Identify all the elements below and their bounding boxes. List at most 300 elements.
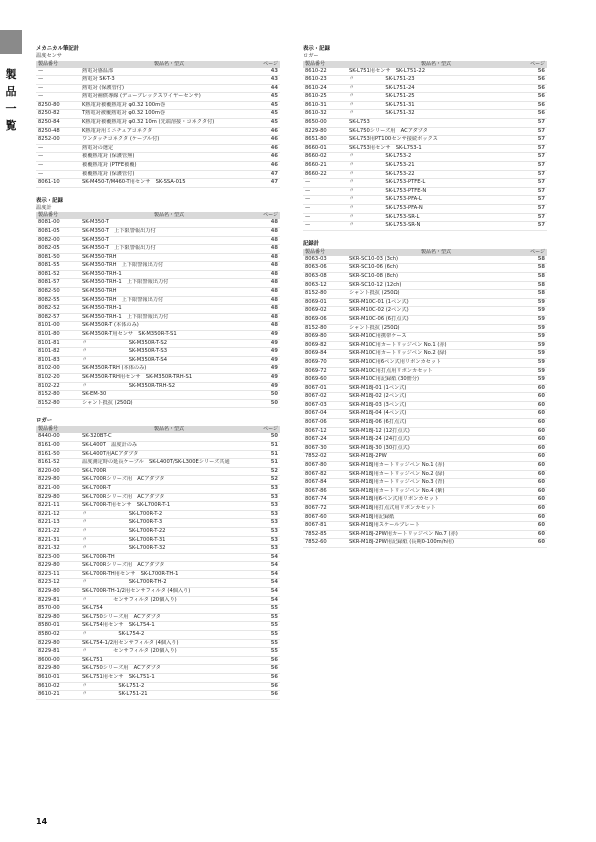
product-name: 〃 SK-L700R-T-31 xyxy=(82,536,166,543)
table-row xyxy=(303,110,547,119)
page-ref: 58 xyxy=(537,281,545,288)
product-name: SKR-M18J-06 (6打点式) xyxy=(349,419,407,426)
product-code: 8229-80 xyxy=(38,493,60,500)
product-code: 8221-32 xyxy=(38,545,60,552)
page-ref: 60 xyxy=(537,530,545,537)
product-code: 8570-00 xyxy=(38,605,60,612)
product-name: SK-M350-TRH-1 上下限警報出力付 xyxy=(82,279,169,286)
product-code: — xyxy=(38,170,44,177)
product-name: SK-L750シリーズ用 ACアダプタ xyxy=(82,613,161,620)
page-ref: 54 xyxy=(270,562,278,569)
product-code: 8221-22 xyxy=(38,527,60,534)
table-row xyxy=(36,476,280,485)
page-ref: 48 xyxy=(270,296,278,303)
page-ref: 56 xyxy=(270,665,278,672)
page-ref: 56 xyxy=(537,67,545,74)
header-code: 製品番号 xyxy=(305,60,326,67)
product-code: 8067-24 xyxy=(305,436,327,443)
header-code: 製品番号 xyxy=(38,426,59,433)
table-row xyxy=(36,433,280,442)
table-row xyxy=(36,305,280,314)
product-code: 8440-00 xyxy=(38,433,60,440)
table-header xyxy=(36,212,280,219)
page-ref: 45 xyxy=(270,119,278,126)
product-code: 8161-50 xyxy=(38,450,60,457)
page-ref: 60 xyxy=(537,410,545,417)
page-ref: 46 xyxy=(270,144,278,151)
table-row xyxy=(303,496,547,505)
product-code: 8229-81 xyxy=(38,648,60,655)
product-code: 8082-05 xyxy=(38,245,60,252)
table-row xyxy=(36,648,280,657)
vertical-title-char: 覧 xyxy=(5,119,17,132)
page-ref: 60 xyxy=(537,522,545,529)
page-ref: 57 xyxy=(537,136,545,143)
product-code: 8610-24 xyxy=(305,84,327,91)
table-header xyxy=(303,249,547,256)
table-row xyxy=(303,93,547,102)
header-code: 製品番号 xyxy=(305,248,326,255)
vertical-title-char: 品 xyxy=(5,85,17,98)
table-row xyxy=(36,228,280,237)
page-ref: 52 xyxy=(270,476,278,483)
page-ref: 59 xyxy=(537,324,545,331)
product-code: 8223-12 xyxy=(38,579,60,586)
page-ref: 48 xyxy=(270,279,278,286)
table-row xyxy=(36,119,280,128)
product-name: SK-L751 xyxy=(82,656,103,663)
page-ref: 49 xyxy=(270,374,278,380)
product-name: SKR-M18J用6ペン式用リボンカセット xyxy=(349,496,440,503)
section-subtitle: 温度センサ xyxy=(36,53,62,59)
table-row xyxy=(36,374,280,383)
product-name: SK-L700Rシリーズ用 ACアダプタ xyxy=(82,562,165,569)
page-ref: 59 xyxy=(537,333,545,340)
product-code: 8250-48 xyxy=(38,127,60,134)
table-row xyxy=(36,631,280,640)
page-ref: 59 xyxy=(537,307,545,314)
product-name: SK-L751用センサ SK-L751-1 xyxy=(82,674,155,680)
page-ref: 48 xyxy=(270,288,278,295)
product-name: SK-L754用センサ SK-L754-1 xyxy=(82,622,155,629)
table-row xyxy=(303,462,547,471)
product-name: 〃 SK-L751-21 xyxy=(82,691,148,698)
product-name: SKR-SC10-08 (8ch) xyxy=(349,272,399,279)
product-name: SK-L753 xyxy=(349,119,370,126)
product-name: SKR-M18J用カートリッジペン No.1 (赤) xyxy=(349,462,445,469)
page-ref: 52 xyxy=(270,467,278,474)
product-name: SKR-M10C-02 (2ペン式) xyxy=(349,307,409,314)
page-ref: 54 xyxy=(270,579,278,586)
page-ref: 60 xyxy=(537,436,545,443)
product-name: 熱電対の選定 xyxy=(82,144,114,151)
table-row xyxy=(36,357,280,366)
product-name: SKR-M10C用カートリッジペン No.1 (赤) xyxy=(349,341,447,348)
table-row xyxy=(303,119,547,128)
table-row xyxy=(36,545,280,554)
product-code: — xyxy=(305,196,311,203)
table-row xyxy=(303,376,547,385)
table-row xyxy=(303,342,547,351)
product-name: SK-M350-TRH 上下限警報出力付 xyxy=(82,262,164,269)
page-ref: 49 xyxy=(270,331,278,338)
product-name: 熱電対 (保護管付) xyxy=(82,84,125,91)
table-row xyxy=(303,410,547,419)
table-row xyxy=(36,562,280,571)
table-row xyxy=(303,316,547,325)
table-row xyxy=(36,279,280,288)
product-name: SK-L700R-TH用センサ SK-L700R-TH-1 xyxy=(82,570,179,577)
table-row xyxy=(303,514,547,523)
table-row xyxy=(36,579,280,588)
product-code: 8580-02 xyxy=(38,631,60,638)
table-row xyxy=(36,485,280,494)
page-ref: 53 xyxy=(270,502,278,509)
section-gap xyxy=(36,188,280,198)
product-code: 8069-82 xyxy=(305,341,327,348)
table-row xyxy=(36,365,280,374)
header-name: 製品名・型式 xyxy=(420,60,451,67)
product-name: SK-M350-T xyxy=(82,219,109,226)
table-row xyxy=(36,614,280,623)
product-name: 〃 SK-L753-PTFE-N xyxy=(349,187,427,194)
page-ref: 60 xyxy=(537,470,545,477)
page-ref: 55 xyxy=(270,622,278,629)
product-code: 8081-52 xyxy=(38,270,60,277)
table-row xyxy=(36,254,280,263)
product-code: 8067-74 xyxy=(305,496,327,503)
table-row xyxy=(303,350,547,359)
page-ref: 59 xyxy=(537,350,545,357)
product-name: SKR-M18J-24 (24打点式) xyxy=(349,436,410,443)
product-name: 被覆熱電対 (保護管付) xyxy=(82,170,135,177)
table-row xyxy=(36,162,280,171)
product-name: SK-L400T 温度計のみ xyxy=(82,441,138,448)
table-row xyxy=(36,153,280,162)
page-ref: 48 xyxy=(270,262,278,269)
product-code: 7852-85 xyxy=(305,530,327,537)
table-row xyxy=(303,136,547,145)
table-row xyxy=(36,179,280,188)
table-row xyxy=(303,385,547,394)
product-name: 〃 SK-L751-2 xyxy=(82,682,145,689)
product-name: SK-M350R-T用センサ SK-M350R-T-S1 xyxy=(82,331,177,338)
page-ref: 58 xyxy=(537,264,545,271)
product-name: SK-L754 xyxy=(82,605,103,612)
product-name: 〃 SK-M350R-TRH-S2 xyxy=(82,382,176,389)
table-row xyxy=(36,145,280,154)
product-name: SKR-SC10-12 (12ch) xyxy=(349,281,402,288)
product-name: SK-L700R-T xyxy=(82,484,111,491)
table-row xyxy=(36,494,280,503)
right-column xyxy=(303,46,547,548)
page-ref: 57 xyxy=(537,127,545,134)
product-name: SK-M450-T/M460-T用センサ SK-SSA-015 xyxy=(82,179,186,186)
product-name: 〃 SK-L753-PFA-N xyxy=(349,205,423,211)
table-row xyxy=(303,471,547,480)
page-ref: 55 xyxy=(270,639,278,646)
table-row xyxy=(36,528,280,537)
table-row xyxy=(36,519,280,528)
product-code: — xyxy=(305,205,311,211)
page-ref: 54 xyxy=(270,596,278,603)
table-row xyxy=(303,333,547,342)
page-ref: 49 xyxy=(270,348,278,355)
product-code: 8229-80 xyxy=(38,562,60,569)
product-code: 8082-55 xyxy=(38,296,60,303)
header-page: ページ xyxy=(263,426,278,433)
product-code: 8067-81 xyxy=(305,522,327,529)
page-ref: 48 xyxy=(270,270,278,277)
section-title: 記録計 xyxy=(303,240,320,247)
product-name: SK-L700R-TH-1/2用センサフィルタ (4個入り) xyxy=(82,588,191,595)
page-ref: 60 xyxy=(537,393,545,400)
product-name: SKR-M18J-03 (3ペン式) xyxy=(349,401,407,408)
page-ref: 59 xyxy=(537,367,545,374)
product-code: 8161-00 xyxy=(38,441,60,448)
product-name: SK-L750シリーズ用 ACアダプタ xyxy=(82,665,161,672)
product-name: SK-M350-TRH xyxy=(82,288,117,295)
product-code: 8229-80 xyxy=(38,588,60,595)
table-row xyxy=(303,419,547,428)
page-ref: 47 xyxy=(270,170,278,177)
table-row xyxy=(303,264,547,273)
product-name: SK-M350-TRH-1 xyxy=(82,270,122,277)
table-row xyxy=(303,188,547,197)
product-code: 8067-82 xyxy=(305,470,327,477)
page-ref: 46 xyxy=(270,136,278,143)
table-row xyxy=(36,128,280,137)
product-name: 〃 SK-L751-23 xyxy=(349,76,415,83)
product-name: SK-L400T用ACアダプタ xyxy=(82,450,139,457)
table-row xyxy=(303,153,547,162)
header-page: ページ xyxy=(530,248,545,255)
product-code: 8610-02 xyxy=(38,682,60,689)
table-row xyxy=(36,93,280,102)
table-row xyxy=(36,588,280,597)
product-code: 8221-11 xyxy=(38,502,60,509)
table-row xyxy=(36,85,280,94)
product-name: 〃 SK-L753-22 xyxy=(349,170,415,177)
product-code: 8067-86 xyxy=(305,487,327,494)
product-code: 8610-31 xyxy=(305,101,327,108)
page-ref: 51 xyxy=(270,441,278,448)
product-code: 8063-03 xyxy=(305,255,327,262)
table-row xyxy=(303,402,547,411)
table-row xyxy=(36,468,280,477)
product-name: 〃 SK-L700R-TH-2 xyxy=(82,579,167,586)
product-code: — xyxy=(38,144,44,151)
page-ref: 53 xyxy=(270,493,278,500)
table-row xyxy=(303,179,547,188)
page-ref: 58 xyxy=(537,272,545,279)
page-ref: 46 xyxy=(270,162,278,169)
product-name: SK-M350R-T (本体のみ) xyxy=(82,322,139,329)
product-code: 8067-30 xyxy=(305,444,327,451)
table-row xyxy=(36,451,280,460)
product-code: 8660-02 xyxy=(305,153,327,160)
product-code: 8161-52 xyxy=(38,459,60,466)
product-code: 8229-80 xyxy=(38,639,60,646)
header-name: 製品名・型式 xyxy=(153,426,184,433)
table-row xyxy=(303,162,547,171)
product-name: 被覆熱電対 (保護管無) xyxy=(82,153,135,160)
product-code: 7852-60 xyxy=(305,539,327,546)
product-name: SKR-M10C-01 (1ペン式) xyxy=(349,298,409,305)
table-row xyxy=(303,290,547,299)
product-code: 8221-13 xyxy=(38,519,60,526)
product-name: 〃 SK-M350R-T-S2 xyxy=(82,339,168,346)
product-name: 〃 SK-L700R-T-32 xyxy=(82,545,166,552)
product-name: SKR-M10C用カートリッジペン No.2 (緑) xyxy=(349,350,447,357)
header-page: ページ xyxy=(263,212,278,219)
table-row xyxy=(36,340,280,349)
page-number: 14 xyxy=(36,817,48,826)
left-column xyxy=(36,46,280,700)
product-name: SKR-M10C用打点用リボンカセット xyxy=(349,367,433,374)
product-name: 熱電対感温部 xyxy=(82,67,114,74)
product-code: — xyxy=(305,213,311,220)
table-row xyxy=(36,665,280,674)
product-name: T熱電対被覆熱電対 φ0.32 100m巻 xyxy=(82,110,166,117)
product-name: SK-M350R-TRH用センサ SK-M350R-TRH-S1 xyxy=(82,374,193,380)
table-row xyxy=(303,128,547,137)
product-name: SKR-M18J-12 (12打点式) xyxy=(349,427,410,434)
page-ref: 59 xyxy=(537,358,545,365)
table-header xyxy=(36,61,280,68)
product-code: — xyxy=(38,84,44,91)
product-name: SK-M350-T 上下限警報出力付 xyxy=(82,245,156,252)
product-code: — xyxy=(38,67,44,74)
product-name: 〃 SK-L753-2 xyxy=(349,153,412,160)
product-code: 8067-80 xyxy=(305,462,327,469)
page-ref: 46 xyxy=(270,127,278,134)
product-name: SKR-M18J用打点式用リボンカセット xyxy=(349,505,436,511)
product-code: 8067-60 xyxy=(305,513,327,520)
product-name: SK-L753用PT100センサ接続ボックス xyxy=(349,136,438,143)
page-ref: 49 xyxy=(270,382,278,389)
page-ref: 59 xyxy=(537,315,545,322)
product-code: 8081-00 xyxy=(38,219,60,226)
product-name: 〃 SK-M350R-T-S4 xyxy=(82,356,168,363)
table-row xyxy=(36,245,280,254)
product-name: SK-M350R-TRH (本体のみ) xyxy=(82,365,147,372)
page-ref: 60 xyxy=(537,513,545,520)
table-row xyxy=(303,214,547,223)
page-ref: 54 xyxy=(270,588,278,595)
page-ref: 60 xyxy=(537,401,545,408)
page-ref: 58 xyxy=(537,255,545,262)
page-ref: 48 xyxy=(270,322,278,329)
product-name: 温度測定時の延長ケーブル SK-L400T/SK-L300Eシリーズ共通 xyxy=(82,459,230,466)
product-name: SKR-M18J用カートリッジペン No.4 (紫) xyxy=(349,487,445,494)
table-row xyxy=(36,110,280,119)
page-ref: 55 xyxy=(270,631,278,638)
table-row xyxy=(303,273,547,282)
product-code: 8229-80 xyxy=(38,476,60,483)
product-name: K熱電対被覆熱電対 φ0.32 100m巻 xyxy=(82,101,166,108)
page-ref: 57 xyxy=(537,170,545,177)
page-ref: 51 xyxy=(270,459,278,466)
product-name: 〃 SK-L753-21 xyxy=(349,162,415,169)
table-row xyxy=(303,85,547,94)
table-row xyxy=(36,237,280,246)
page-ref: 45 xyxy=(270,110,278,117)
table-row xyxy=(36,640,280,649)
product-name: SKR-M10C-06 (6打点式) xyxy=(349,315,409,322)
table-row xyxy=(36,102,280,111)
table-row xyxy=(303,522,547,531)
product-code: 8610-25 xyxy=(305,93,327,100)
page-ref: 46 xyxy=(270,153,278,160)
product-code: 8067-02 xyxy=(305,393,327,400)
page-ref: 45 xyxy=(270,101,278,108)
table-row xyxy=(36,537,280,546)
page-ref: 47 xyxy=(270,179,278,186)
vertical-title-char: 一 xyxy=(5,102,17,115)
product-code: 8152-80 xyxy=(38,399,60,406)
table-row xyxy=(303,539,547,548)
table-row xyxy=(36,459,280,468)
product-code: 8229-81 xyxy=(38,596,60,603)
product-code: 8152-80 xyxy=(305,290,327,297)
table-row xyxy=(36,400,280,409)
product-code: 8250-82 xyxy=(38,110,60,117)
product-name: SKR-M10C用記録紙 (30冊分) xyxy=(349,376,420,383)
page-ref: 56 xyxy=(270,674,278,680)
product-name: SK-M350-TRH-1 xyxy=(82,305,122,312)
table-row xyxy=(36,442,280,451)
product-code: 8610-23 xyxy=(305,76,327,83)
page-ref: 50 xyxy=(270,433,278,440)
page-ref: 56 xyxy=(270,656,278,663)
product-code: 8081-50 xyxy=(38,253,60,260)
header-name: 製品名・型式 xyxy=(153,212,184,219)
product-code: 8102-20 xyxy=(38,374,60,380)
section-title: 表示・記録 xyxy=(303,46,330,52)
product-name: ワンタッチコネクタ (ケーブル付) xyxy=(82,136,160,143)
table-row xyxy=(36,171,280,180)
product-code: 8082-00 xyxy=(38,236,60,243)
table-row xyxy=(303,488,547,497)
table-row xyxy=(36,288,280,297)
product-code: 8101-00 xyxy=(38,322,60,329)
product-code: — xyxy=(305,187,311,194)
page-ref: 60 xyxy=(537,487,545,494)
product-code: 8063-06 xyxy=(305,264,327,271)
page-ref: 48 xyxy=(270,236,278,243)
page-ref: 60 xyxy=(537,496,545,503)
table-row xyxy=(36,297,280,306)
page-ref: 55 xyxy=(270,648,278,655)
section-subtitle: 温度計 xyxy=(36,204,52,211)
product-code: 8101-81 xyxy=(38,339,60,346)
table-row xyxy=(303,505,547,514)
page-ref: 53 xyxy=(270,536,278,543)
product-name: SK-L754-1/2用センサフィルタ (4個入り) xyxy=(82,639,179,646)
product-code: 8082-50 xyxy=(38,288,60,295)
page-ref: 59 xyxy=(537,298,545,305)
product-code: 8660-22 xyxy=(305,170,327,177)
product-code: 8069-80 xyxy=(305,333,327,340)
product-code: 8221-00 xyxy=(38,484,60,491)
product-code: 8069-02 xyxy=(305,307,327,314)
table-row xyxy=(303,102,547,111)
page-ref: 54 xyxy=(270,553,278,560)
product-name: 〃 SK-L751-32 xyxy=(349,110,415,117)
product-code: 8063-12 xyxy=(305,281,327,288)
table-row xyxy=(303,453,547,462)
